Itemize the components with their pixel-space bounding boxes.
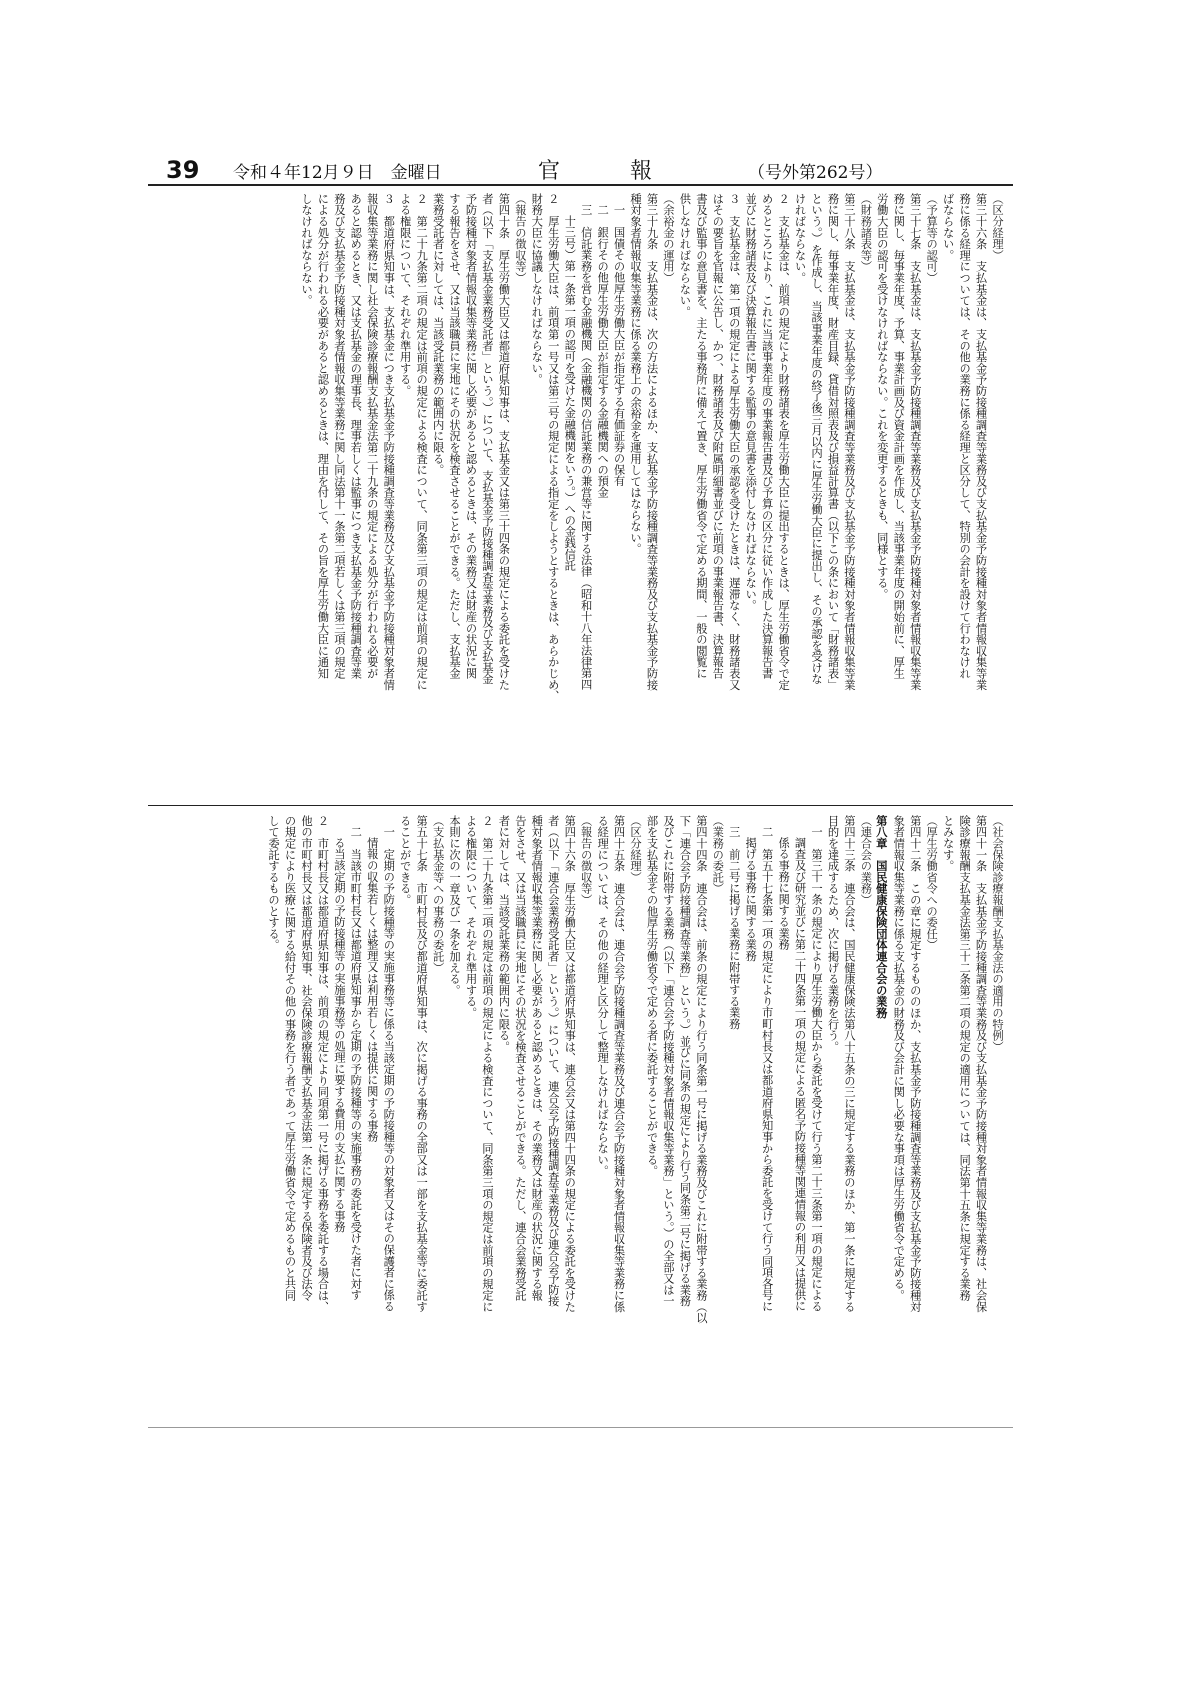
article-caption: （財務諸表等） <box>859 193 873 273</box>
text-line: 険診療報酬支払基金法第三十二条第二項の規定の適用については、同法第十五条に規定する業務 <box>958 815 972 1301</box>
lower-text-block <box>155 815 1005 1415</box>
text-line: 二 銀行その他厚生労働大臣が指定する金融機関への預金 <box>596 204 610 498</box>
text-line: ２ 市町村長又は都道府県知事は、前項の規定により同項第一号に掲げる事務を委託する場合は、 <box>316 815 330 1313</box>
text-line: 本則に次の一章及び一条を加える。 <box>448 815 462 996</box>
text-line: 務に係る経理については、その他の業務に係る経理と区分して、特別の会計を設けて行わなけれ <box>958 193 972 679</box>
text-line: 象者情報収集等業務に係る支払基金の財務及び会計に関し必要な事項は厚生労働省令で定める。 <box>892 815 906 1301</box>
text-line: 予防接種対象者情報収集等業務に関し必要があると認めるときは、その業務又は財産の状況に関 <box>464 193 478 679</box>
text-line: 報収集等業務に関し社会保険診療報酬支払基金法第二十九条の規定による処分が行われる必要が <box>365 193 379 679</box>
article-caption: （予算等の認可） <box>925 193 939 284</box>
text-line: 及びこれに附帯する業務（以下「連合会予防接種対象者情報収集等業務」という。）の全部又は一 <box>661 815 675 1307</box>
text-line: ３ 支払基金は、第一項の規定による厚生労働大臣の承認を受けたときは、遅滞なく、財務諸表又 <box>727 193 741 691</box>
text-line: ２ 厚生労働大臣は、前項第一号又は第三号の規定による指定をしようとするときは、あらかじめ、 <box>546 193 560 702</box>
article-caption: （連合会の業務） <box>859 815 873 906</box>
text-line: よる権限について、それぞれ準用する。 <box>464 815 478 1019</box>
header-rule <box>148 184 1013 186</box>
text-line: 者に対しては、当該受託業務の範囲内に限る。 <box>497 815 511 1053</box>
text-line: の規定により医療に関する給付その他の事務を行う者であって厚生労働省令で定めるものと共同 <box>283 815 297 1301</box>
text-line: 第四十二条 この章に規定するもののほか、支払基金予防接種調査等業務及び支払基金予防接種対 <box>908 815 922 1313</box>
text-line: 務及び支払基金予防接種対象者情報収集等業務に関し同法第十一条第二項若しくは第三項の規定 <box>332 193 346 679</box>
article-caption: （支払基金等への事務の委託） <box>431 815 445 974</box>
text-line: 二 第五十七条第一項の規定により市町村長又は都道府県知事から委託を受けて行う同項各号に <box>760 826 774 1312</box>
text-line: 一 第三十一条の規定により厚生労働大臣から委託を受けて行う第二十三条第一項の規定による <box>810 826 824 1312</box>
text-line: 種対象者情報収集等業務に係る業務上の余裕金を運用してはならない。 <box>629 193 643 555</box>
text-line: 他の市町村長又は都道府県知事、社会保険診療報酬支払基金法第一条に規定する保険者及び法令 <box>299 815 313 1301</box>
text-line: 第四十三条 連合会は、国民健康保険法第八十五条の三に規定する業務のほか、第一条に規定する <box>842 815 856 1313</box>
upper-text-block <box>155 193 1005 798</box>
article-caption: （区分経理） <box>991 193 1004 261</box>
text-line: 調査及び研究並びに第二十四条第一項の規定による匿名予防接種等関連情報の利用又は提供に <box>793 837 807 1312</box>
text-line: 財務大臣に協議しなければならない。 <box>530 193 544 386</box>
text-line: 並びに財務諸表及び決算報告書に関する監事の意見書を添付しなければならない。 <box>744 193 758 612</box>
text-line: 一 定期の予防接種等の実施事務等に係る当該定期の予防接種等の対象者又はその保護者に係る <box>382 826 396 1312</box>
text-line: あると認めるとき、又は支払基金の理事長、理事若しくは監事につき支払基金予防接種調査等業 <box>349 193 363 679</box>
text-line: 第三十七条 支払基金は、支払基金予防接種調査等業務及び支払基金予防接種対象者情報収集等業 <box>908 193 922 691</box>
text-line: して委託するものとする。 <box>267 815 281 951</box>
text-line: ３ 都道府県知事は、支払基金につき支払基金予防接種調査等業務及び支払基金予防接種対象者情 <box>382 193 396 691</box>
footer-rule <box>148 1427 1013 1428</box>
article-caption: （余裕金の運用） <box>661 193 675 284</box>
text-line: 目的を達成するため、次に掲げる業務を行う。 <box>826 815 840 1053</box>
text-line: とみなす。 <box>941 815 955 872</box>
text-line: 書及び監事の意見書を、主たる事務所に備えて置き、厚生労働省令で定める期間、一般の閲覧に <box>694 193 708 679</box>
text-line: 第三十九条 支払基金は、次の方法によるほか、支払基金予防接種調査等業務及び支払基金予防接 <box>645 193 659 691</box>
article-caption: （報告の徴収等） <box>513 193 527 284</box>
text-line: ２ 第二十九条第二項の規定は前項の規定による検査について、同条第三項の規定は前項の規定に <box>480 815 494 1313</box>
text-line: 十三号）第一条第一項の認可を受けた金融機関をいう。）への金銭信託 <box>563 215 577 571</box>
text-line: という。）を作成し、当該事業年度の終了後三月以内に厚生労働大臣に提出し、その承認を受けな <box>810 193 824 685</box>
text-line: ければならない。 <box>793 193 807 284</box>
article-caption: （区分経理） <box>629 815 643 883</box>
text-line: 第四十四条 連合会は、前条の規定により行う同条第一号に掲げる業務及びこれに附帯する業務（以 <box>694 815 708 1324</box>
gazette-title: 官 報 <box>538 159 677 184</box>
text-line: ばならない。 <box>941 193 955 261</box>
text-line: 二 当該市町村長又は都道府県知事から定期の予防接種等の実施事務の委託を受けた者に対す <box>349 826 363 1301</box>
text-line: 三 前二号に掲げる業務に附帯する業務 <box>727 826 741 1030</box>
issue-date: 令和４年12月９日 金曜日 <box>233 163 442 183</box>
article-caption: （社会保険診療報酬支払基金法の適用の特例） <box>991 815 1004 1053</box>
text-line: する報告をさせ、又は当該職員に実地にその状況を検査させることができる。ただし、支払基金 <box>448 193 462 679</box>
text-line: 情報の収集若しくは整理又は利用若しくは提供に関する事務 <box>365 837 379 1143</box>
text-line: 係る事務に関する業務 <box>777 837 791 950</box>
text-line: 第四十条 厚生労働大臣又は都道府県知事は、支払基金又は第三十四条の規定による委託を受けた <box>497 193 511 691</box>
text-line: しなければならない。 <box>299 193 313 306</box>
article-caption: （業務の委託） <box>711 815 725 895</box>
text-line: 第四十六条 厚生労働大臣又は都道府県知事は、連合会又は第四十四条の規定による委託を受けた <box>563 815 577 1313</box>
text-line: 告をさせ、又は当該職員に実地にその状況を検査させることができる。ただし、連合会業務受託 <box>513 815 527 1301</box>
text-line: はその要旨を官報に公告し、かつ、財務諸表及び附属明細書並びに前項の事業報告書、決算報告 <box>711 193 725 679</box>
text-line: 第三十六条 支払基金は、支払基金予防接種調査等業務及び支払基金予防接種対象者情報収集等業 <box>974 193 988 691</box>
text-line: 第四十五条 連合会は、連合会予防接種調査等業務及び連合会予防接種対象者情報収集等業務に係 <box>612 815 626 1313</box>
text-line: ることができる。 <box>398 815 412 906</box>
text-line: ２ 支払基金は、前項の規定により財務諸表を厚生労働大臣に提出するときは、厚生労働省令で定 <box>777 193 791 691</box>
text-line: 務に関し、毎事業年度、予算、事業計画及び資金計画を作成し、当該事業年度の開始前に、厚生 <box>892 193 906 679</box>
text-line: る当該定期の予防接種等の実施事務等の処理に要する費用の支払に関する事務 <box>332 837 346 1233</box>
text-line: による処分が行われる必要があると認めるときは、理由を付して、その旨を厚生労働大臣に通知 <box>316 193 330 679</box>
section-divider <box>148 805 1013 806</box>
text-line: めるところにより、これに当該事業年度の事業報告書及び予算の区分に従い作成した決算報告書 <box>760 193 774 679</box>
text-line: 掲げる事務に関する業務 <box>744 837 758 962</box>
text-line: 第四十一条 支払基金予防接種調査等業務及び支払基金予防接種対象者情報収集等業務は、社会保 <box>974 815 988 1313</box>
text-line: 下「連合会予防接種調査等業務」という。）並びに同条の規定により行う同条第二号に掲げる業務 <box>678 815 692 1307</box>
page-number: 39 <box>166 156 200 184</box>
text-line: 労働大臣の認可を受けなければならない。これを変更するときも、同様とする。 <box>875 193 889 600</box>
text-line: 部を支払基金その他厚生労働省令で定める者に委託することができる。 <box>645 815 659 1177</box>
text-line: 第五十七条 市町村長及び都道府県知事は、次に掲げる事務の全部又は一部を支払基金等に委託す <box>415 815 429 1313</box>
text-line: 一 国債その他厚生労働大臣が指定する有価証券の保有 <box>612 204 626 487</box>
text-line: よる権限について、それぞれ準用する。 <box>398 193 412 397</box>
article-caption: （厚生労働省令への委任） <box>925 815 939 951</box>
text-line: 者（以下「連合会業務受託者」という。）について、連合会予防接種調査等業務及び連合会予防接 <box>546 815 560 1307</box>
chapter-heading: 第八章 国民健康保険団体連合会の業務 <box>874 815 889 1019</box>
text-line: 業務受託者に対しては、当該受託業務の範囲内に限る。 <box>431 193 445 476</box>
text-line: 者（以下「支払基金業務受託者」という。）について、支払基金予防接種調査等業務及び支払基金 <box>480 193 494 685</box>
text-line: 種対象者情報収集等業務に関し必要があると認めるときは、その業務又は財産の状況に関する報 <box>530 815 544 1301</box>
text-line: る経理については、その他の経理と区分して整理しなければならない。 <box>596 815 610 1177</box>
text-line: 三 信託業務を営む金融機関（金融機関の信託業務の兼営等に関する法律（昭和十八年法律第四 <box>579 204 593 690</box>
text-line: ２ 第二十九条第二項の規定は前項の規定による検査について、同条第三項の規定は前項の規定に <box>415 193 429 691</box>
text-line: 第三十八条 支払基金は、支払基金予防接種調査等業務及び支払基金予防接種対象者情報収集等業 <box>842 193 856 691</box>
issue-number: （号外第262号） <box>748 163 883 183</box>
article-caption: （報告の徴収等） <box>579 815 593 906</box>
text-line: 務に関し、毎事業年度、財産目録、貸借対照表及び損益計算書（以下この条において「財務諸表」 <box>826 193 840 691</box>
text-line: 供しなければならない。 <box>678 193 692 318</box>
